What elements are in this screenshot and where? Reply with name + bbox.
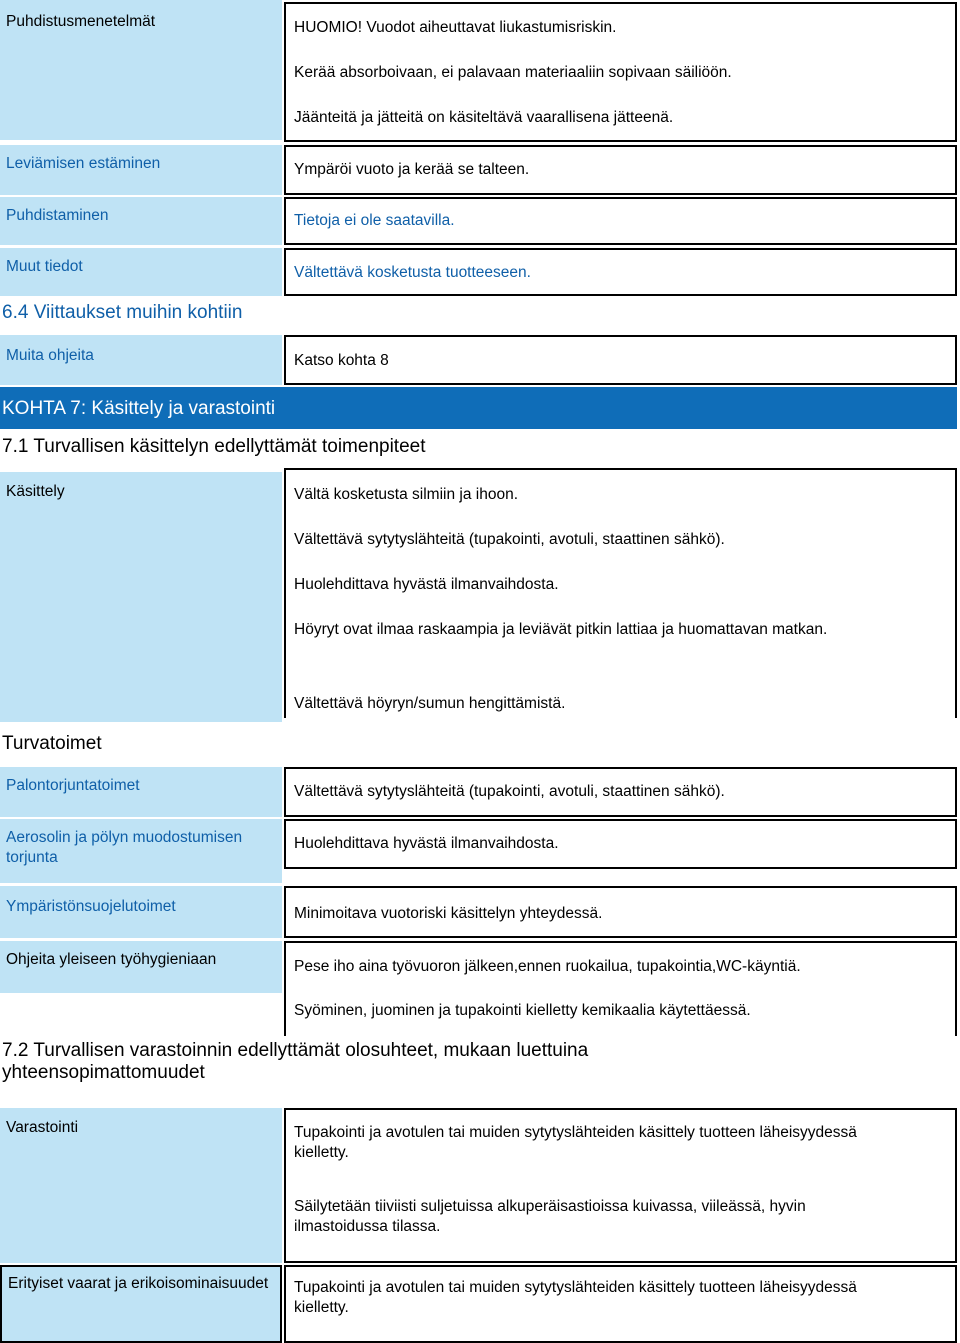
- section-7-1-heading: 7.1 Turvallisen käsittelyn edellyttämät toimenpiteet: [2, 436, 426, 457]
- other-instructions-text: Katso kohta 8: [294, 352, 389, 369]
- cleaning-text: Tietoja ei ole saatavilla.: [294, 212, 455, 229]
- fire-prevention-text: Vältettävä sytytyslähteitä (tupakointi, avotuli, staattinen sähkö).: [294, 783, 725, 800]
- other-instructions-label: Muita ohjeita: [0, 335, 282, 385]
- env-protection-text: Minimoitava vuotoriski käsittelyn yhteydessä.: [294, 905, 603, 922]
- section-7-banner: KOHTA 7: Käsittely ja varastointi: [0, 387, 957, 429]
- storage-line-2: Säilytetään tiiviisti suljetuissa alkuperäisastioissa kuivassa, viileässä, hyvin ilmastoidussa tilassa.: [294, 1198, 806, 1235]
- hygiene-box: [284, 941, 957, 1036]
- aerosol-text: Huolehdittava hyvästä ilmanvaihdosta.: [294, 835, 559, 852]
- env-protection-label: Ympäristönsuojelutoimet: [0, 886, 282, 938]
- other-info-text: Vältettävä kosketusta tuotteeseen.: [294, 264, 531, 281]
- cleanup-line-1: HUOMIO! Vuodot aiheuttavat liukastumisriskin.: [294, 19, 617, 36]
- storage-label: Varastointi: [0, 1108, 282, 1263]
- handling-line-5: Vältettävä höyryn/sumun hengittämistä.: [294, 695, 566, 712]
- other-info-label: Muut tiedot: [0, 248, 282, 296]
- storage-line-1: Tupakointi ja avotulen tai muiden sytytyslähteiden käsittely tuotteen läheisyydessä kielletty.: [294, 1124, 857, 1161]
- special-hazards-text: Tupakointi ja avotulen tai muiden sytytyslähteiden käsittely tuotteen läheisyydessä kielletty.: [294, 1279, 857, 1316]
- section-7-2-heading: 7.2 Turvallisen varastoinnin edellyttämät olosuhteet, mukaan luettuina yhteensopimattomuudet: [2, 1040, 589, 1083]
- cleanup-line-2: Kerää absorboivaan, ei palavaan materiaaliin sopivaan säiliöön.: [294, 64, 732, 81]
- aerosol-label: Aerosolin ja pölyn muodostumisen torjunta: [0, 819, 282, 883]
- hygiene-label: Ohjeita yleiseen työhygieniaan: [0, 941, 282, 993]
- fire-prevention-label: Palontorjuntatoimet: [0, 767, 282, 817]
- handling-line-2: Vältettävä sytytyslähteitä (tupakointi, avotuli, staattinen sähkö).: [294, 531, 725, 548]
- handling-label: Käsittely: [0, 472, 282, 722]
- cleanup-line-3: Jäänteitä ja jätteitä on käsiteltävä vaarallisena jätteenä.: [294, 109, 674, 126]
- special-hazards-label: Erityiset vaarat ja erikoisominaisuudet: [0, 1265, 282, 1343]
- cleanup-methods-label: Puhdistusmenetelmät: [0, 0, 282, 140]
- handling-line-4: Höyryt ovat ilmaa raskaampia ja leviävät pitkin lattiaa ja huomattavan matkan.: [294, 621, 828, 638]
- hygiene-line-1: Pese iho aina työvuoron jälkeen,ennen ruokailua, tupakointia,WC-käyntiä.: [294, 958, 801, 975]
- containment-label: Leviämisen estäminen: [0, 145, 282, 195]
- cleaning-label: Puhdistaminen: [0, 197, 282, 245]
- hygiene-line-2: Syöminen, juominen ja tupakointi kielletty kemikaalia käytettäessä.: [294, 1002, 751, 1019]
- section-6-4-heading: 6.4 Viittaukset muihin kohtiin: [2, 302, 243, 323]
- protective-measures-heading: Turvatoimet: [2, 733, 102, 754]
- handling-line-3: Huolehdittava hyvästä ilmanvaihdosta.: [294, 576, 559, 593]
- containment-text: Ympäröi vuoto ja kerää se talteen.: [294, 161, 530, 178]
- handling-line-1: Vältä kosketusta silmiin ja ihoon.: [294, 486, 519, 503]
